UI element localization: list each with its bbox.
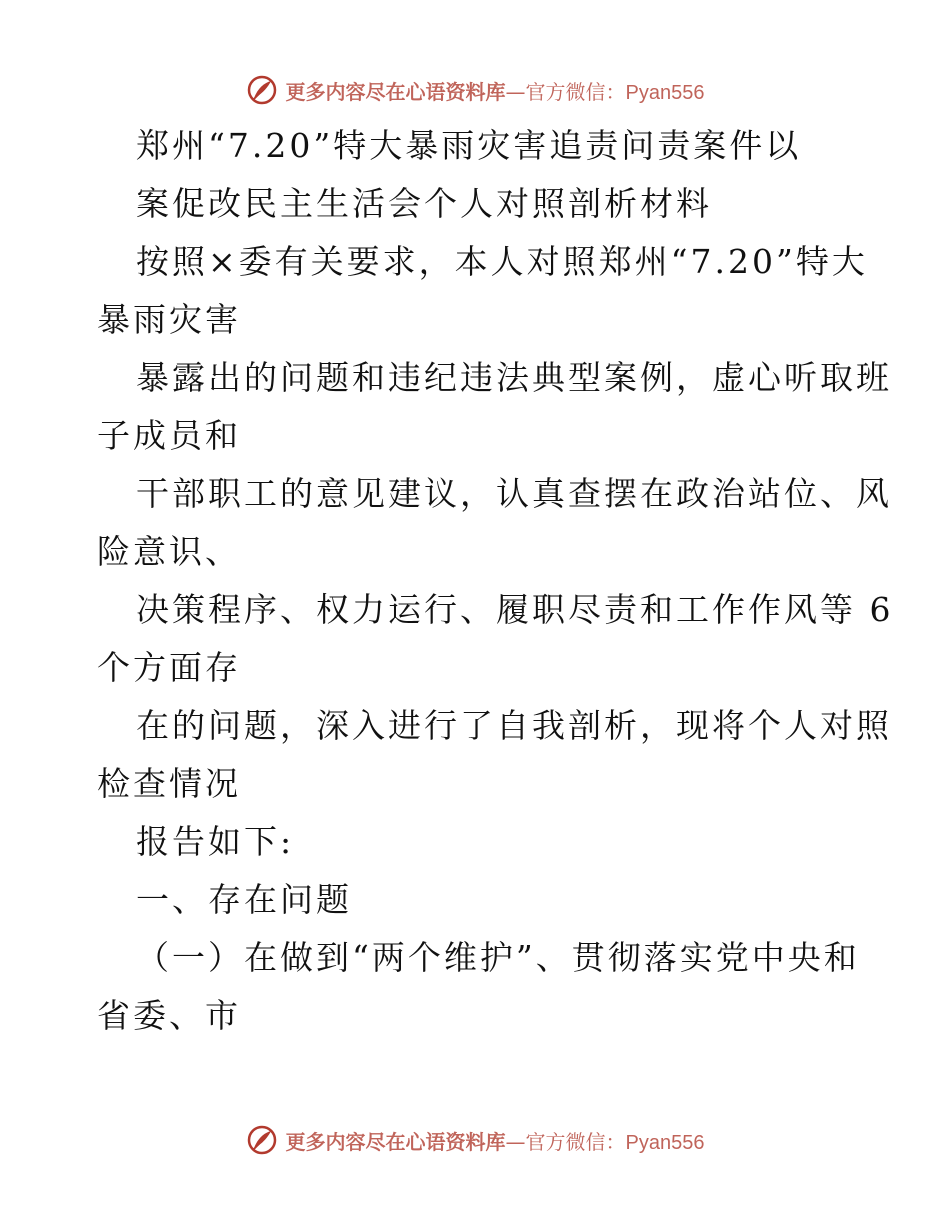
watermark-text (286, 1126, 705, 1155)
feather-pen-logo-icon (246, 1124, 278, 1156)
title-line-1: 郑州“7.20”特大暴雨灾害追责问责案件以 (136, 126, 802, 165)
paragraph-line: 在的问题，深入进行了自我剖析，现将个人对照 (136, 706, 892, 745)
paragraph-line: 个方面存 (97, 648, 241, 687)
paragraph-line: 险意识、 (97, 532, 241, 571)
paragraph-line: 报告如下: (136, 822, 295, 861)
paragraph-line: 暴露出的问题和违纪违法典型案例，虚心听取班 (136, 358, 892, 397)
feather-pen-logo-icon (246, 74, 278, 106)
watermark-official: 官方微信： (525, 79, 626, 104)
paragraph-line: 干部职工的意见建议，认真查摆在政治站位、风 (136, 474, 892, 513)
paragraph-line: 按照×委有关要求，本人对照郑州“7.20”特大 (136, 242, 868, 281)
watermark-text (286, 76, 705, 105)
section-heading: 一、存在问题 (136, 880, 352, 919)
paragraph-line: 检查情况 (97, 764, 241, 803)
watermark-official: 官方微信： (525, 1129, 626, 1154)
title-line-2: 案促改民主生活会个人对照剖析材料 (136, 184, 712, 223)
subsection-heading: （一）在做到“两个维护”、贯彻落实党中央和 (136, 938, 860, 977)
document-body (97, 117, 894, 1045)
watermark-id: Pyan556 (625, 81, 705, 104)
paragraph-line: 决策程序、权力运行、履职尽责和工作作风等 6 (136, 590, 894, 629)
watermark-id: Pyan556 (625, 1131, 705, 1154)
watermark-main: 更多内容尽在心语资料库 (285, 79, 506, 104)
paragraph-line: 暴雨灾害 (97, 300, 241, 339)
watermark-main: 更多内容尽在心语资料库 (285, 1129, 506, 1154)
watermark-dash: — (505, 1129, 526, 1154)
footer-watermark (0, 1120, 950, 1160)
paragraph-line: 省委、市 (97, 996, 241, 1035)
header-watermark (0, 70, 950, 110)
paragraph-line: 子成员和 (97, 416, 241, 455)
watermark-dash: — (505, 79, 526, 104)
